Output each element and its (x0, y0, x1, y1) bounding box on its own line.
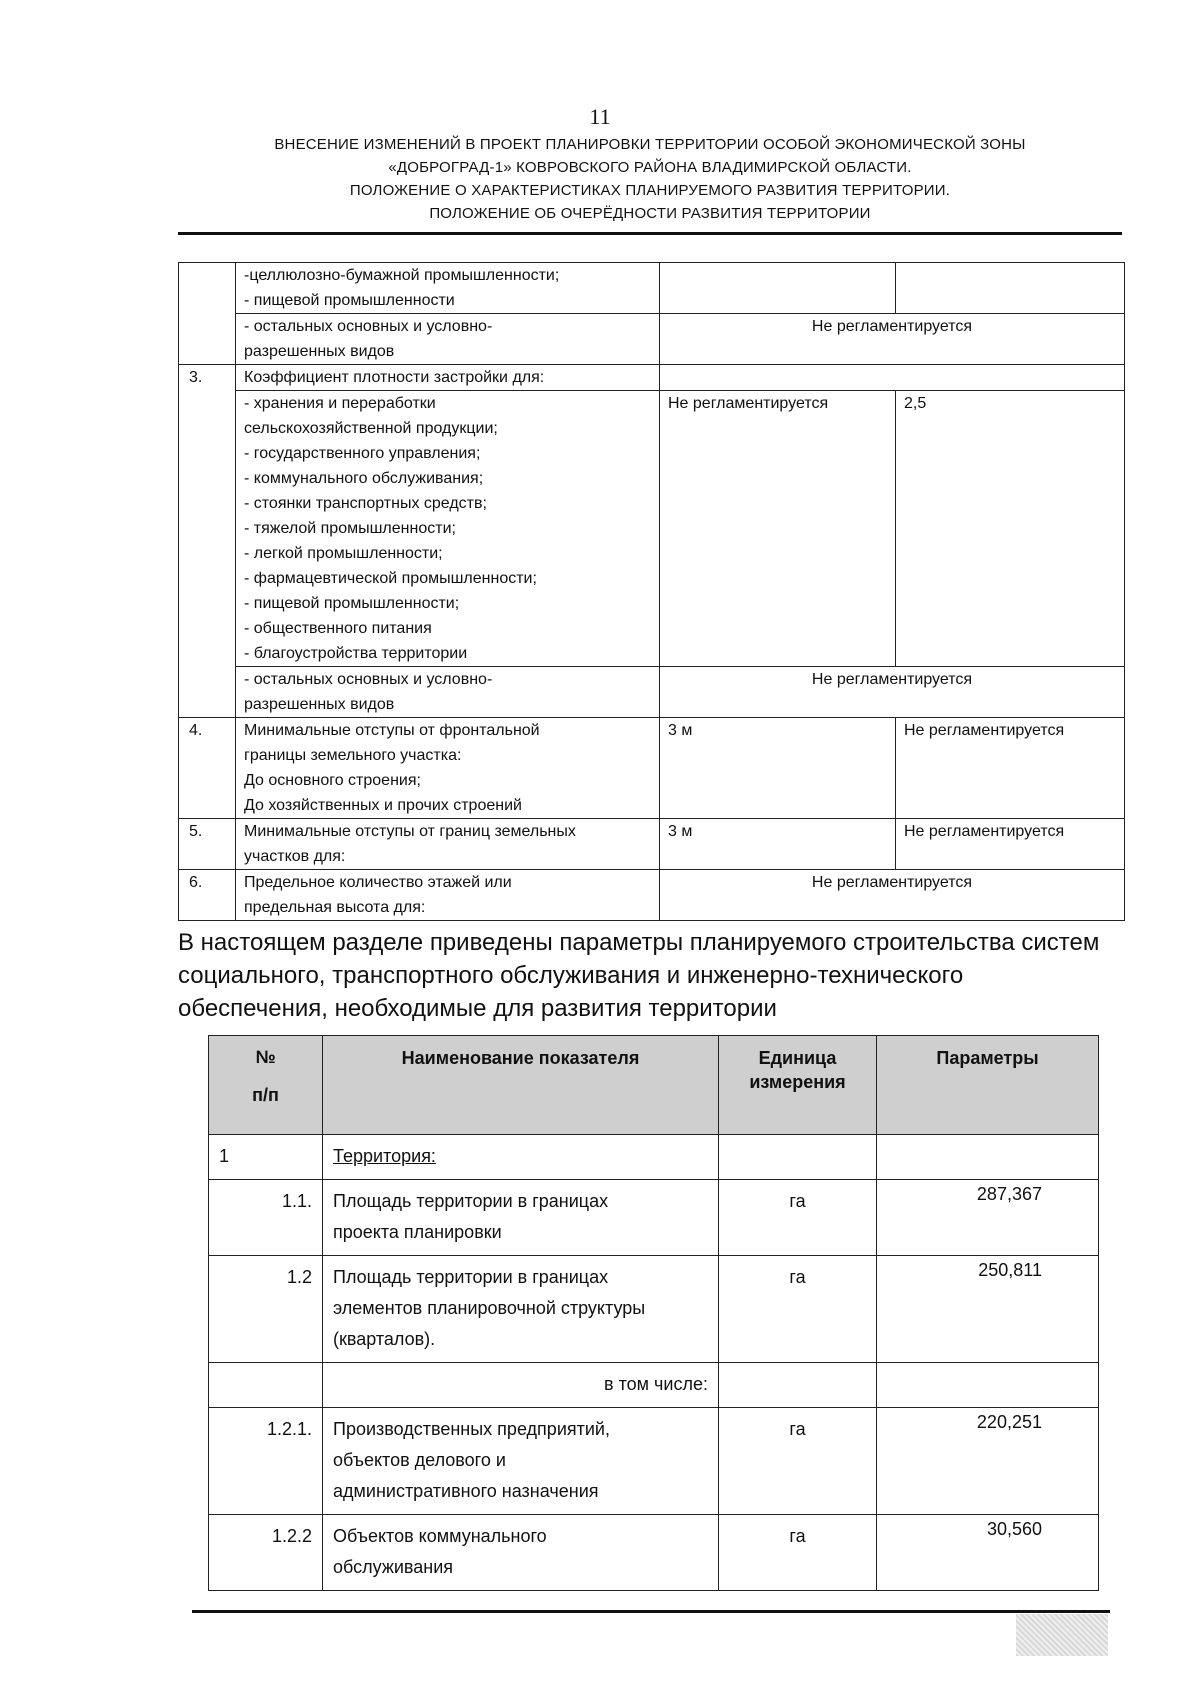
table-header-row (209, 1036, 1099, 1135)
table-cell (660, 365, 1125, 391)
table-cell: 2,5 (896, 391, 1125, 667)
scan-stamp-mark (1016, 1614, 1108, 1656)
header-line-1: ВНЕСЕНИЕ ИЗМЕНЕНИЙ В ПРОЕКТ ПЛАНИРОВКИ ТЕРРИТОРИИ ОСОБОЙ ЭКОНОМИЧЕСКОЙ ЗОНЫ (274, 136, 1026, 153)
table-cell-unit (719, 1363, 877, 1408)
table-cell: Не регламентируется (660, 391, 896, 667)
intro-line-1: В настоящем разделе приведены параметры планируемого строительства систем (178, 929, 1100, 956)
table-cell: Не регламентируется (896, 718, 1125, 819)
table-cell: Минимальные отступы от границ земельных участков для: (236, 819, 660, 870)
intro-line-3: обеспечения, необходимые для развития территории (178, 995, 777, 1022)
page-number: 11 (589, 104, 611, 129)
row-number-cell: 5. (179, 819, 236, 870)
table-cell-unit: га (719, 1180, 877, 1256)
table-cell: -целлюлозно-бумажной промышленности; - пищевой промышленности (236, 263, 660, 314)
table-cell-number: 1.2.1. (209, 1408, 323, 1515)
table-row (209, 1363, 1099, 1408)
table-row (209, 1180, 1099, 1256)
table-cell: - остальных основных и условно- разрешенных видов (236, 314, 660, 365)
table-cell-number: 1.1. (209, 1180, 323, 1256)
header-divider (178, 232, 1122, 235)
table-cell: - хранения и переработки сельскохозяйственной продукции; - государственного управления; - коммунального обслуживания; - стоянки транспортных средств; - тяжелой промышленности; - легкой промышленности; - фармацевтической промышленности; - пищевой промышленности; - общественного питания - благоустройства территории (236, 391, 660, 667)
header-line-3: ПОЛОЖЕНИЕ О ХАРАКТЕРИСТИКАХ ПЛАНИРУЕМОГО РАЗВИТИЯ ТЕРРИТОРИИ. (349, 182, 951, 199)
footer-divider (192, 1610, 1110, 1613)
regulations-table (178, 262, 1125, 921)
table-cell-number: 1.2.2 (209, 1515, 323, 1591)
header-parameters: Параметры (877, 1036, 1099, 1135)
table-cell-number: 1 (209, 1135, 323, 1180)
table-row (209, 1135, 1099, 1180)
row-number-cell (179, 263, 236, 365)
table-cell-value: 220,251 (877, 1408, 1099, 1515)
table-cell-name: Производственных предприятий, объектов делового и административного назначения (323, 1408, 719, 1515)
table-row (179, 314, 1125, 365)
row-number-cell: 6. (179, 870, 236, 921)
table-cell-value (877, 1135, 1099, 1180)
table-row (179, 365, 1125, 391)
header-number: № п/п (209, 1036, 323, 1135)
table-cell: 3 м (660, 819, 896, 870)
table-cell-unit (719, 1135, 877, 1180)
table-cell: 3 м (660, 718, 896, 819)
header-line-4: ПОЛОЖЕНИЕ ОБ ОЧЕРЁДНОСТИ РАЗВИТИЯ ТЕРРИТОРИИ (429, 205, 871, 222)
section-intro-paragraph (178, 926, 1124, 1025)
table-cell: - остальных основных и условно- разрешенных видов (236, 667, 660, 718)
document-header (178, 133, 1122, 225)
table-cell-unit: га (719, 1408, 877, 1515)
table-cell-number: 1.2 (209, 1256, 323, 1363)
table-cell: Предельное количество этажей или предельная высота для: (236, 870, 660, 921)
intro-line-2: социального, транспортного обслуживания и инженерно-технического (178, 962, 964, 989)
table-row (179, 263, 1125, 314)
table-cell-name: Объектов коммунального обслуживания (323, 1515, 719, 1591)
header-unit: Единица измерения (719, 1036, 877, 1135)
table-row (209, 1408, 1099, 1515)
table-cell: Минимальные отступы от фронтальной границы земельного участка: До основного строения; До хозяйственных и прочих строений (236, 718, 660, 819)
table-row (179, 667, 1125, 718)
table-cell-value: 30,560 (877, 1515, 1099, 1591)
header-line-2: «ДОБРОГРАД-1» КОВРОВСКОГО РАЙОНА ВЛАДИМИРСКОЙ ОБЛАСТИ. (388, 159, 912, 176)
table-row (209, 1515, 1099, 1591)
table-row (179, 391, 1125, 667)
table-cell (660, 263, 896, 314)
table-cell-number (209, 1363, 323, 1408)
table-cell-name: Площадь территории в границах проекта планировки (323, 1180, 719, 1256)
table-cell-name: Площадь территории в границах элементов планировочной структуры (кварталов). (323, 1256, 719, 1363)
table-row (209, 1256, 1099, 1363)
table-cell-value: 287,367 (877, 1180, 1099, 1256)
table-cell: Не регламентируется (660, 870, 1125, 921)
table-cell: Не регламентируется (660, 667, 1125, 718)
table-cell-value (877, 1363, 1099, 1408)
table-cell: Коэффициент плотности застройки для: (236, 365, 660, 391)
table-cell: Не регламентируется (660, 314, 1125, 365)
table-row (179, 718, 1125, 819)
table-cell-value: 250,811 (877, 1256, 1099, 1363)
header-indicator-name: Наименование показателя (323, 1036, 719, 1135)
table-cell-name: Территория: (323, 1135, 719, 1180)
parameters-table (208, 1035, 1099, 1591)
row-number-cell: 3. (179, 365, 236, 718)
table-row (179, 819, 1125, 870)
table-cell-unit: га (719, 1515, 877, 1591)
table-cell (896, 263, 1125, 314)
table-cell-unit: га (719, 1256, 877, 1363)
row-number-cell: 4. (179, 718, 236, 819)
table-cell-name: в том числе: (323, 1363, 719, 1408)
table-row (179, 870, 1125, 921)
table-cell: Не регламентируется (896, 819, 1125, 870)
